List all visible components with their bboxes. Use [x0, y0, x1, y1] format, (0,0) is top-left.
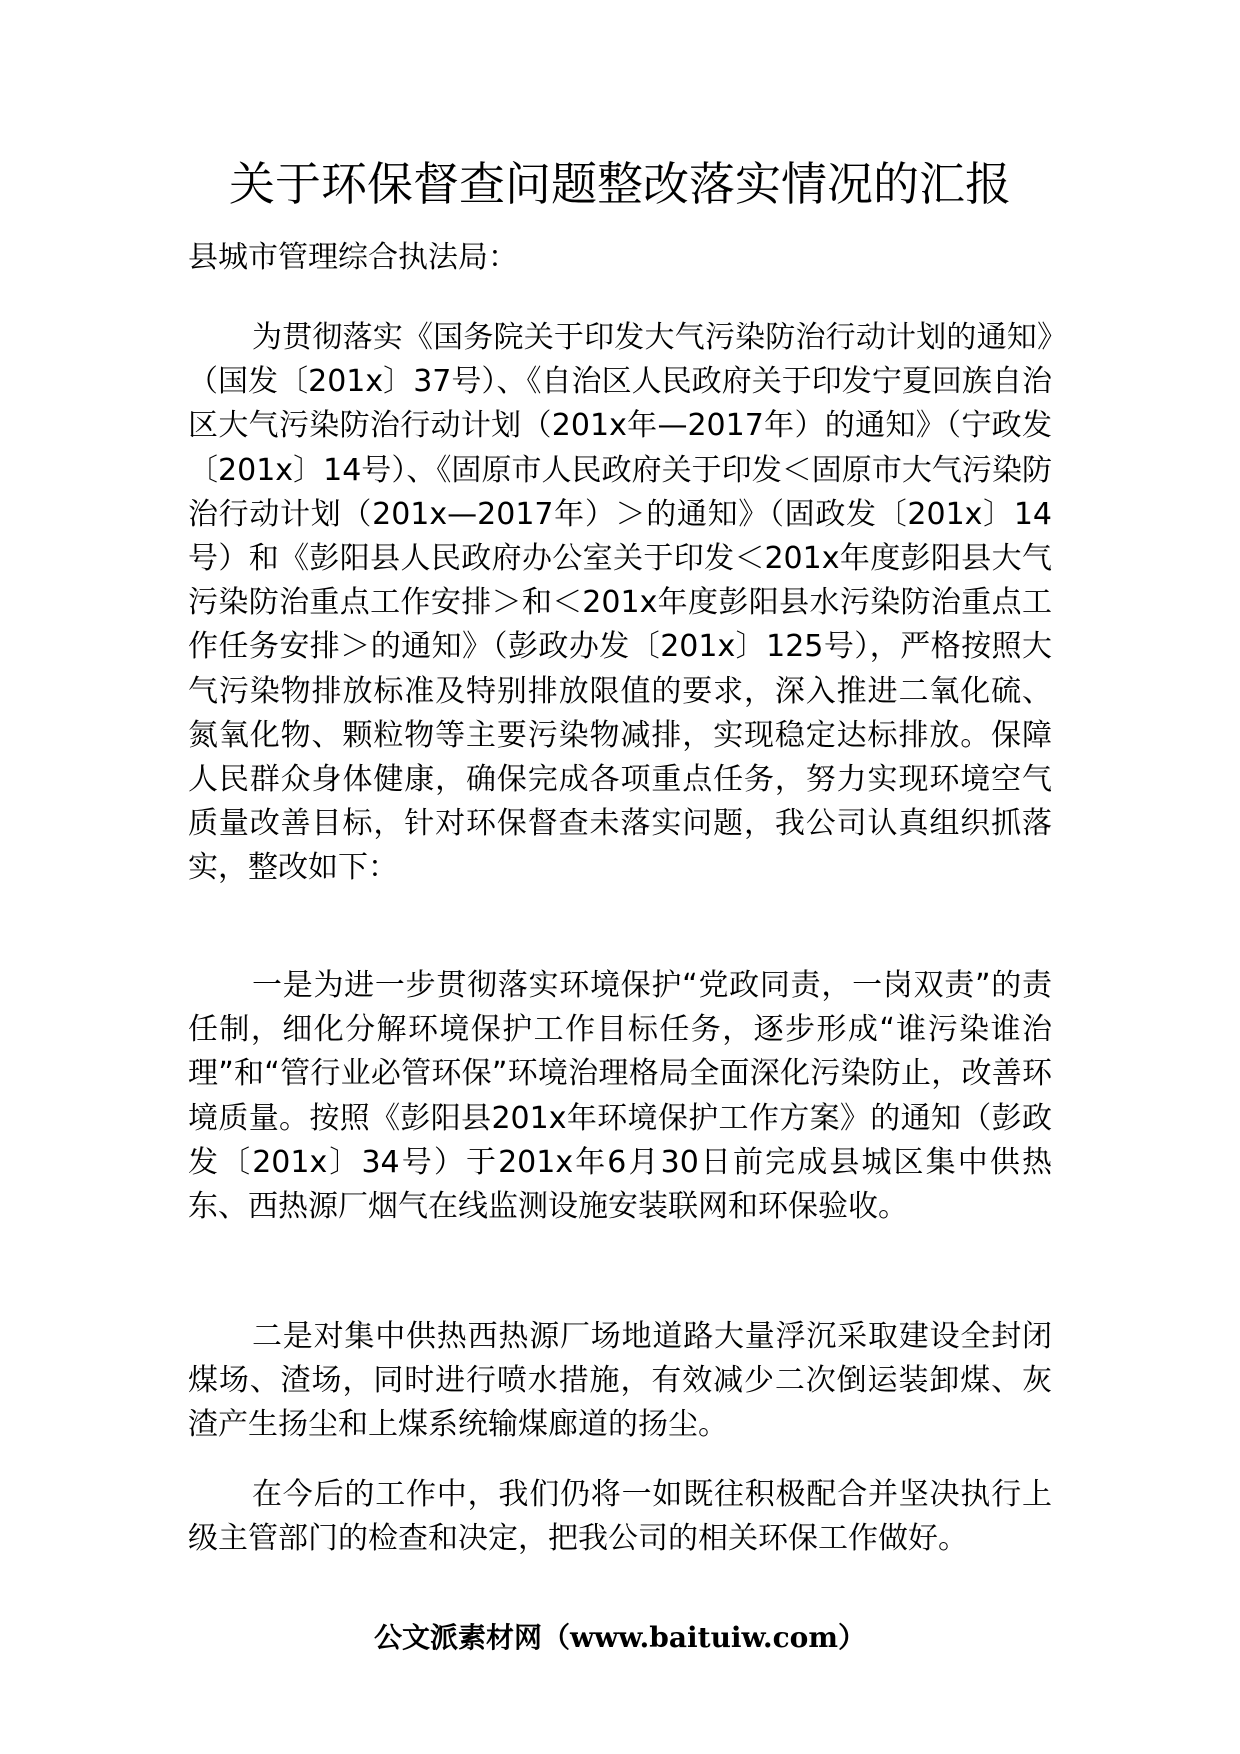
footer-watermark: 公文派素材网（www.baituiw.com） — [374, 1621, 866, 1654]
body-paragraph-3: 二是对集中供热西热源厂场地道路大量浮沉采取建设全封闭煤场、渣场，同时进行喷水措施，有效减少二次倒运装卸煤、灰渣产生扬尘和上煤系统输煤廊道的扬尘。 — [188, 1319, 1052, 1443]
salutation: 县城市管理综合执法局： — [188, 240, 518, 275]
body-paragraph-2: 一是为进一步贯彻落实环境保护“党政同责，一岗双责”的责任制，细化分解环境保护工作目标任务，逐步形成“谁污染谁治理”和“管行业必管环保”环境治理格局全面深化污染防止，改善环境质量。按照《彭阳县201x年环境保护工作方案》的通知（彭政发〔201x〕34号）于201x年6月30日前完成县城区集中供热东、西热源厂烟气在线监测设施安装联网和环保验收。 — [188, 968, 1052, 1225]
document-title: 关于环保督查问题整改落实情况的汇报 — [229, 157, 1011, 211]
body-paragraph-1: 为贯彻落实《国务院关于印发大气污染防治行动计划的通知》（国发〔201x〕37号）、《自治区人民政府关于印发宁夏回族自治区大气污染防治行动计划（201x年—2017年）的通知》（宁政发〔201x〕14号）、《固原市人民政府关于印发＜固原市大气污染防治行动计划（201x—2017年）＞的通知》（固政发〔201x〕14号）和《彭阳县人民政府办公室关于印发＜201x年度彭阳县大气污染防治重点工作安排＞和＜201x年度彭阳县水污染防治重点工作任务安排＞的通知》（彭政办发〔201x〕125号），严格按照大气污染物排放标准及特别排放限值的要求，深入推进二氧化硫、氮氧化物、颗粒物等主要污染物减排，实现稳定达标排放。保障人民群众身体健康，确保完成各项重点任务，努力实现环境空气质量改善目标，针对环保督查未落实问题，我公司认真组织抓落实，整改如下： — [188, 320, 1052, 886]
body-paragraph-4: 在今后的工作中，我们仍将一如既往积极配合并坚决执行上级主管部门的检查和决定，把我公司的相关环保工作做好。 — [188, 1477, 1052, 1557]
